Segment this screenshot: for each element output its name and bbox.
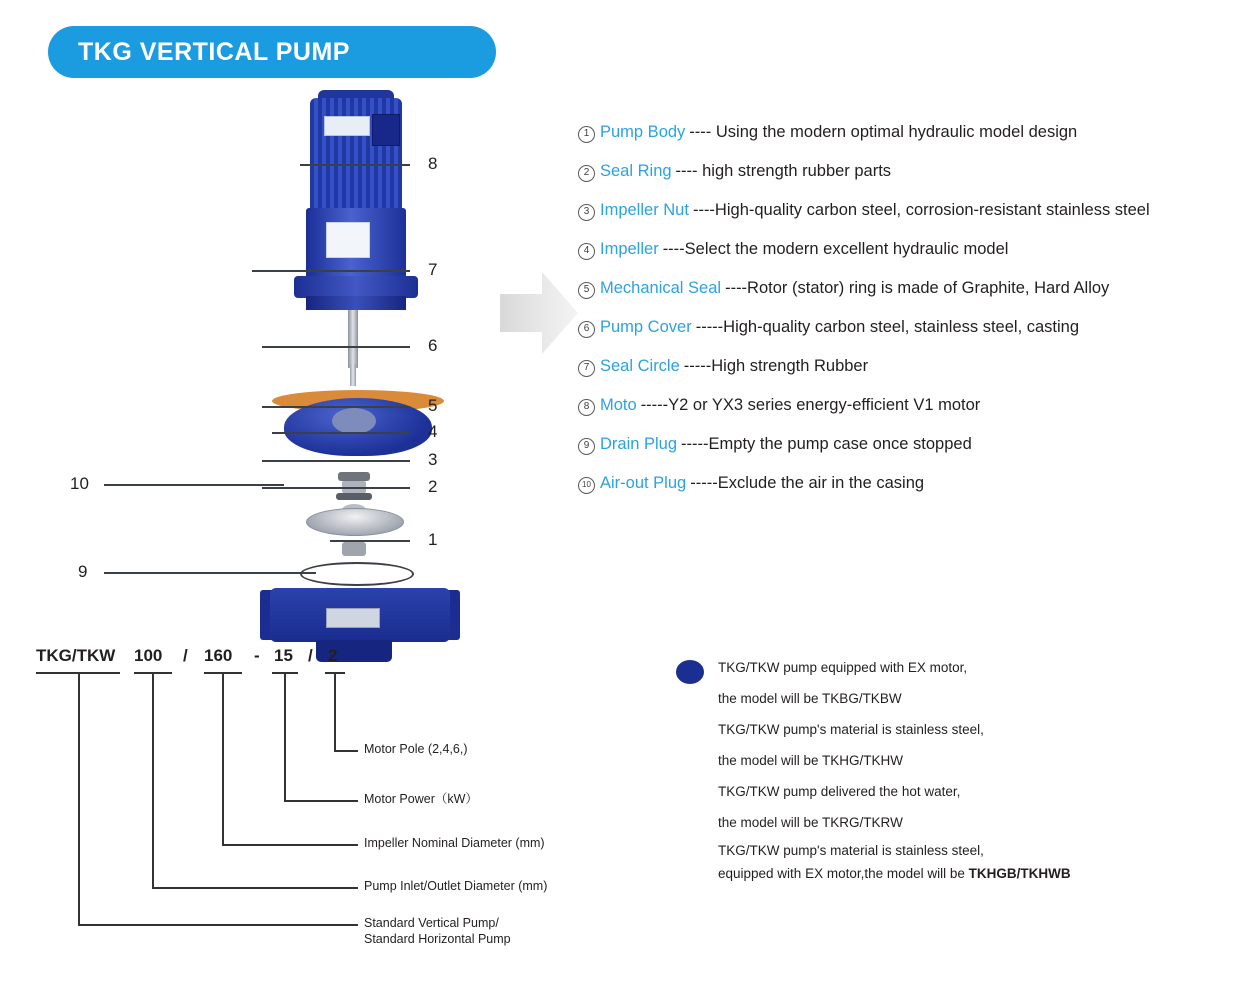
feature-description: ----Select the modern excellent hydraulic model: [662, 240, 1009, 258]
feature-number-icon: 9: [578, 434, 600, 455]
note-line: TKG/TKW pump's material is stainless steel,: [718, 843, 984, 858]
feature-name: Seal Circle: [600, 357, 680, 375]
feature-name: Drain Plug: [600, 435, 678, 453]
feature-list: [578, 122, 1228, 512]
callout-number-4: 4: [428, 422, 438, 441]
pump-body-plate: [326, 608, 380, 628]
note-line: TKG/TKW pump equipped with EX motor,: [718, 660, 968, 675]
callout-number-9: 9: [78, 562, 88, 581]
feature-item: [578, 395, 1228, 417]
feature-description: -----High strength Rubber: [683, 357, 869, 375]
feature-number-icon: 4: [578, 239, 600, 260]
model-token-inlet: 100: [134, 646, 163, 665]
feature-description: ---- Using the modern optimal hydraulic model design: [689, 123, 1078, 141]
feature-number-icon: 5: [578, 278, 600, 299]
note-line: TKG/TKW pump delivered the hot water,: [718, 784, 961, 799]
callout-number-5: 5: [428, 396, 438, 415]
note-line: the model will be TKHG/TKHW: [718, 753, 904, 768]
impeller-part: [306, 508, 404, 536]
feature-number-icon: 10: [578, 473, 600, 494]
model-desc-standard-horizontal: Standard Horizontal Pump: [364, 932, 511, 946]
model-desc-power: Motor Power（kW）: [364, 792, 478, 806]
leader-line-10: [104, 484, 284, 486]
model-elbow-inlet: [152, 887, 358, 889]
feature-number-icon: 1: [578, 122, 600, 143]
feature-number-icon: 7: [578, 356, 600, 377]
feature-item: [578, 473, 1228, 495]
feature-item: [578, 239, 1228, 261]
feature-description: ----High-quality carbon steel, corrosion-resistant stainless steel: [692, 201, 1150, 219]
feature-item: [578, 122, 1228, 144]
feature-item: [578, 278, 1228, 300]
model-elbow-series: [78, 924, 358, 926]
leader-line-2: [262, 487, 410, 489]
exploded-pump-diagram: [120, 90, 480, 600]
feature-item: [578, 434, 1228, 456]
note-last-bold-models: TKHGB/TKHWB: [968, 866, 1071, 881]
right-arrow-icon: [500, 270, 578, 356]
feature-description: -----Exclude the air in the casing: [690, 474, 925, 492]
callout-number-10: 10: [70, 474, 89, 493]
note-line-last: [718, 864, 1206, 884]
model-elbow-impeller: [222, 844, 358, 846]
pump-cover-hub: [332, 408, 376, 434]
feature-name: Pump Cover: [600, 318, 692, 336]
feature-description: ----Rotor (stator) ring is made of Graphite, Hard Alloy: [725, 279, 1110, 297]
feature-item: [578, 161, 1228, 183]
model-elbow-pole: [334, 750, 358, 752]
callout-number-1: 1: [428, 530, 438, 549]
motor-flange: [294, 276, 418, 298]
motor-flange-lower: [306, 296, 406, 310]
feature-name: Air-out Plug: [600, 474, 687, 492]
feature-description: ---- high strength rubber parts: [675, 162, 892, 180]
note-line: TKG/TKW pump's material is stainless steel,: [718, 722, 984, 737]
callout-number-2: 2: [428, 477, 438, 496]
seal-ring-part: [300, 562, 414, 586]
model-token-dash: -: [254, 646, 260, 665]
feature-name: Moto: [600, 396, 637, 414]
shaft-tip: [350, 364, 356, 386]
model-line-impeller: [222, 672, 224, 844]
feature-number-icon: 8: [578, 395, 600, 416]
leader-line-6: [262, 346, 410, 348]
model-desc-standard-vertical: Standard Vertical Pump/: [364, 916, 499, 930]
model-token-power: 15: [274, 646, 293, 665]
callout-number-6: 6: [428, 336, 438, 355]
feature-name: Pump Body: [600, 123, 686, 141]
note-line: the model will be TKBG/TKBW: [718, 691, 902, 706]
feature-item: [578, 317, 1228, 339]
leader-line-1: [330, 540, 410, 542]
bullet-dot-icon: [676, 660, 704, 684]
motor-label-plate: [326, 222, 370, 258]
page-title-banner: [48, 26, 496, 78]
model-line-series: [78, 672, 80, 924]
feature-name: Seal Ring: [600, 162, 672, 180]
motor-terminal-box: [372, 114, 400, 146]
impeller-nut-part: [342, 542, 366, 556]
mechanical-seal-c: [336, 493, 372, 500]
mechanical-seal-a: [338, 472, 370, 481]
feature-item: [578, 200, 1228, 222]
model-line-power: [284, 672, 286, 800]
model-token-series: TKG/TKW: [36, 646, 116, 665]
callout-number-8: 8: [428, 154, 438, 173]
model-desc-impeller: Impeller Nominal Diameter (mm): [364, 836, 545, 850]
feature-name: Mechanical Seal: [600, 279, 722, 297]
leader-line-8: [300, 164, 410, 166]
note-line: the model will be TKRG/TKRW: [718, 815, 903, 830]
leader-line-9: [104, 572, 316, 574]
page-title: TKG VERTICAL PUMP: [78, 38, 350, 66]
model-token-impeller: 160: [204, 646, 233, 665]
feature-description: -----Y2 or YX3 series energy-efficient V1 motor: [640, 396, 981, 414]
model-line-inlet: [152, 672, 154, 887]
feature-number-icon: 6: [578, 317, 600, 338]
motor-nameplate: [324, 116, 370, 136]
feature-name: Impeller: [600, 240, 659, 258]
feature-description: -----Empty the pump case once stopped: [681, 435, 972, 453]
feature-name: Impeller Nut: [600, 201, 689, 219]
callout-number-3: 3: [428, 450, 438, 469]
model-token-slash-2: /: [308, 646, 313, 665]
motor-shaft: [348, 310, 358, 368]
feature-item: [578, 356, 1228, 378]
feature-description: -----High-quality carbon steel, stainless steel, casting: [695, 318, 1080, 336]
model-line-pole: [334, 672, 336, 750]
leader-line-3: [262, 460, 410, 462]
feature-number-icon: 2: [578, 161, 600, 182]
model-token-pole: 2: [328, 646, 338, 665]
model-variant-notes: [676, 652, 1206, 884]
feature-number-icon: 3: [578, 200, 600, 221]
model-desc-pole: Motor Pole (2,4,6,): [364, 742, 468, 756]
leader-line-5: [262, 406, 410, 408]
callout-number-7: 7: [428, 260, 438, 279]
model-code-breakdown: [20, 630, 620, 970]
model-desc-inlet: Pump Inlet/Outlet Diameter (mm): [364, 879, 548, 893]
note-last-prefix: equipped with EX motor,the model will be: [718, 866, 969, 881]
model-elbow-power: [284, 800, 358, 802]
leader-line-7: [252, 270, 410, 272]
model-token-slash-1: /: [183, 646, 188, 665]
leader-line-4: [272, 432, 410, 434]
